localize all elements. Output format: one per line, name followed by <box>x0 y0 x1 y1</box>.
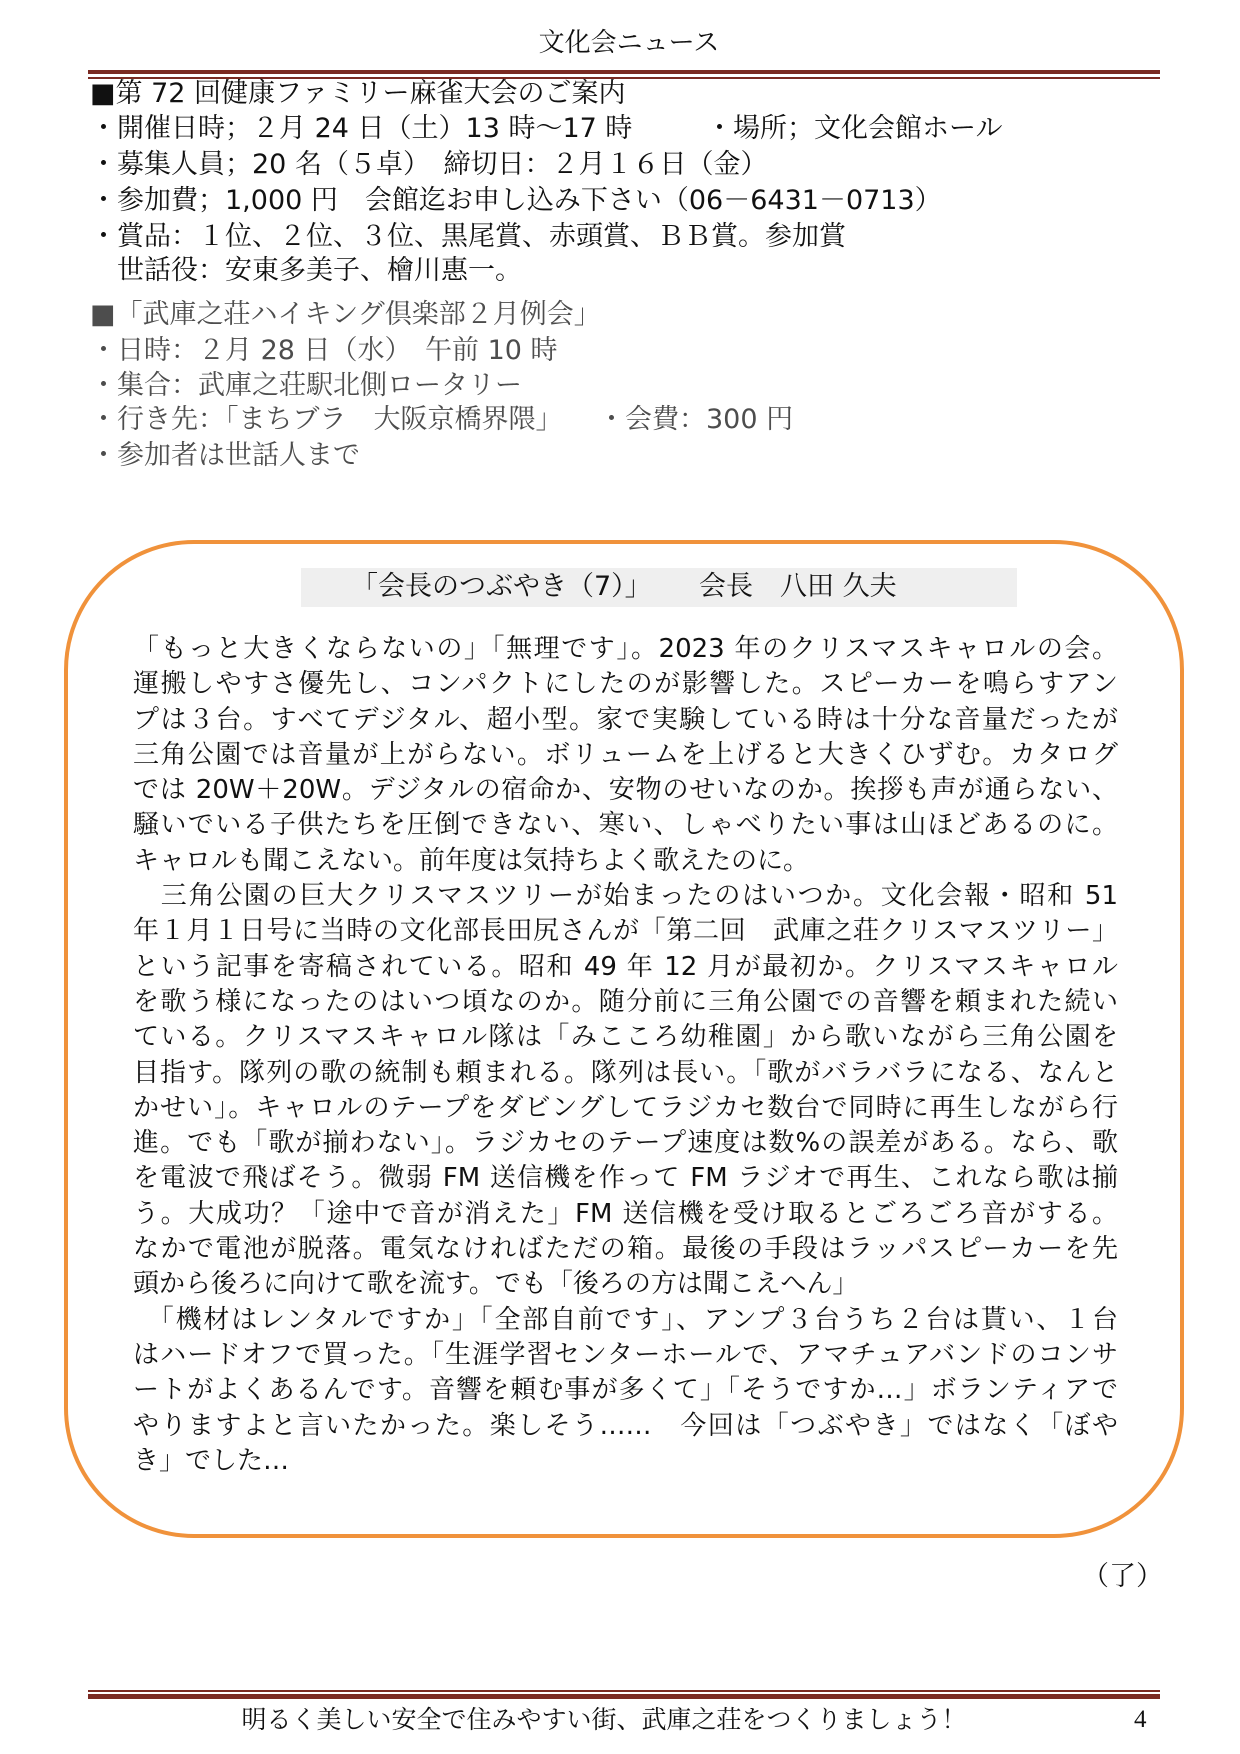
column-line: 三角公園では音量が上がらない。ボリュームを上げると大きくひずむ。カタログ <box>133 739 1118 770</box>
column-line: 三角公園の巨大クリスマスツリーが始まったのはいつか。文化会報・昭和 51 <box>133 881 1118 912</box>
column-line: 運搬しやすさ優先し、コンパクトにしたのが影響した。スピーカーを鳴らすアン <box>133 669 1118 700</box>
mahjong-recruitment: ・募集人員；20 名（５卓） 締切日：２月１６日（金） <box>90 149 768 180</box>
newsletter-title: 文化会ニュース <box>538 28 720 58</box>
column-line: では 20W＋20W。デジタルの宿命か、安物のせいなのか。挨拶も声が通らない、 <box>133 775 1118 806</box>
column-line: 騒いでいる子供たちを圧倒できない、寒い、しゃべりたい事は山ほどあるのに。 <box>133 810 1118 841</box>
hiking-heading: ■「武庫之荘ハイキング倶楽部２月例会」 <box>90 299 601 330</box>
hiking-meeting-point: ・集合：武庫之荘駅北側ロータリー <box>90 370 522 401</box>
mahjong-fee: ・参加費；1,000 円 会館迄お申し込み下さい（06－6431－0713） <box>90 185 942 216</box>
page-number: 4 <box>1134 1706 1147 1733</box>
column-line: う。大成功？「途中で音が消えた」FM 送信機を受け取るとごろごろ音がする。 <box>133 1198 1118 1229</box>
column-author: 会長 八田 久夫 <box>699 571 897 602</box>
column-line: 「もっと大きくならないの」「無理です」。2023 年のクリスマスキャロルの会。 <box>133 634 1118 664</box>
mahjong-organizers: 世話役：安東多美子、檜川惠一。 <box>90 255 522 286</box>
column-line: を歌う様になったのはいつ頃なのか。随分前に三角公園での音響を頼まれた続い <box>133 986 1118 1017</box>
end-mark: （了） <box>1082 1561 1163 1592</box>
column-line: なかで電池が脱落。電気なければただの箱。最後の手段はラッパスピーカーを先 <box>133 1234 1118 1265</box>
column-line: を電波で飛ばそう。微弱 FM 送信機を作って FM ラジオで再生、これなら歌は揃 <box>133 1163 1118 1194</box>
column-line: はハードオフで買った。「生涯学習センターホールで、アマチュアバンドのコンサ <box>133 1339 1118 1370</box>
header-rule-thick <box>88 70 1160 74</box>
column-line: 年１月１日号に当時の文化部長田尻さんが「第二回 武庫之荘クリスマスツリー」 <box>133 916 1118 947</box>
mahjong-heading: ■第 72 回健康ファミリー麻雀大会のご案内 <box>90 78 626 109</box>
column-line: キャロルも聞こえない。前年度は気持ちよく歌えたのに。 <box>133 845 810 876</box>
column-line: かせい」。キャロルのテープをダビングしてラジカセ数台で同時に再生しながら行 <box>133 1092 1118 1123</box>
column-line: 「機材はレンタルですか」「全部自前です」、アンプ３台うち２台は貰い、１台 <box>133 1304 1118 1335</box>
column-line: ートがよくあるんです。音響を頼む事が多くて」「そうですか…」ボランティアで <box>133 1375 1118 1406</box>
column-line: という記事を寄稿されている。昭和 49 年 12 月が最初か。クリスマスキャロル <box>133 951 1118 982</box>
hiking-destination: ・行き先：「まちブラ 大阪京橋界隈」 <box>90 404 563 435</box>
column-line: ている。クリスマスキャロル隊は「みこころ幼稚園」から歌いながら三角公園を <box>133 1022 1118 1053</box>
mahjong-prizes: ・賞品：１位、２位、３位、黒尾賞、赤頭賞、ＢＢ賞。参加賞 <box>90 221 846 252</box>
footer-rule-thin <box>88 1690 1160 1692</box>
column-line: やりますよと言いたかった。楽しそう…… 今回は「つぶやき」ではなく「ぼや <box>133 1410 1118 1441</box>
mahjong-venue: ・場所；文化会館ホール <box>706 113 1003 144</box>
hiking-fee: ・会費：300 円 <box>598 404 794 435</box>
column-line: 目指す。隊列の歌の統制も頼まれる。隊列は長い。「歌がバラバラになる、なんと <box>133 1057 1118 1088</box>
column-body <box>133 632 1118 1479</box>
column-line: 進。でも「歌が揃わない」。ラジカセのテープ速度は数%の誤差がある。なら、歌 <box>133 1128 1118 1159</box>
hiking-note: ・参加者は世話人まで <box>90 440 360 471</box>
column-line: 頭から後ろに向けて歌を流す。でも「後ろの方は聞こえへん」 <box>133 1269 859 1300</box>
footer-rule-thick <box>88 1694 1160 1699</box>
hiking-datetime: ・日時：２月 28 日（水） 午前 10 時 <box>90 335 558 366</box>
footer-slogan: 明るく美しい安全で住みやすい街、武庫之荘をつくりましょう！ <box>241 1705 967 1734</box>
column-line: プは３台。すべてデジタル、超小型。家で実験している時は十分な音量だったが <box>133 704 1118 735</box>
mahjong-datetime: ・開催日時；２月 24 日（土）13 時～17 時 <box>90 113 633 144</box>
column-line: き」でした… <box>133 1445 290 1476</box>
column-title: 「会長のつぶやき（7）」 <box>351 571 652 602</box>
